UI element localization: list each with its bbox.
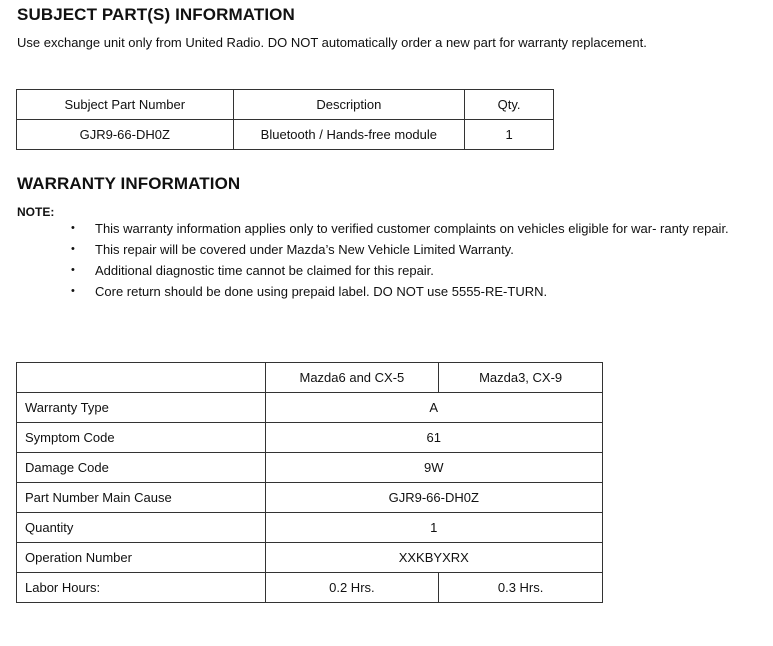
row-label: Quantity xyxy=(17,513,266,543)
row-value: XXKBYXRX xyxy=(265,543,602,573)
row-value: A xyxy=(265,393,602,423)
header-description: Description xyxy=(233,90,465,120)
labor-hours-mazda3-cx9: 0.3 Hrs. xyxy=(439,573,603,603)
qty-cell: 1 xyxy=(465,120,554,150)
header-qty: Qty. xyxy=(465,90,554,120)
labor-hours-mazda6-cx5: 0.2 Hrs. xyxy=(265,573,439,603)
header-mazda3-cx9: Mazda3, CX-9 xyxy=(439,363,603,393)
subject-parts-heading: SUBJECT PART(S) INFORMATION xyxy=(17,5,295,24)
table-row xyxy=(17,513,603,543)
table-row xyxy=(17,423,603,453)
header-subject-part-number: Subject Part Number xyxy=(17,90,234,120)
row-label: Damage Code xyxy=(17,453,266,483)
labor-hours-row xyxy=(17,573,603,603)
exchange-instruction: Use exchange unit only from United Radio. DO NOT automatically order a new part for warranty replacement. xyxy=(17,35,647,50)
row-label: Symptom Code xyxy=(17,423,266,453)
row-value: 1 xyxy=(265,513,602,543)
warranty-table-header-row xyxy=(17,363,603,393)
table-row xyxy=(17,483,603,513)
note-item: • Core return should be done using prepaid label. DO NOT use 5555-RE-TURN. xyxy=(95,283,755,300)
row-label: Warranty Type xyxy=(17,393,266,423)
note-item: • This repair will be covered under Mazda’s New Vehicle Limited Warranty. xyxy=(95,241,755,258)
description-cell: Bluetooth / Hands-free module xyxy=(233,120,465,150)
subject-table-header-row xyxy=(17,90,554,120)
table-row xyxy=(17,543,603,573)
row-label: Operation Number xyxy=(17,543,266,573)
table-row xyxy=(17,393,603,423)
row-value: 61 xyxy=(265,423,602,453)
labor-hours-label: Labor Hours: xyxy=(17,573,266,603)
row-value: 9W xyxy=(265,453,602,483)
row-label: Part Number Main Cause xyxy=(17,483,266,513)
note-label: NOTE: xyxy=(17,205,55,219)
header-mazda6-cx5: Mazda6 and CX-5 xyxy=(265,363,439,393)
table-row xyxy=(17,453,603,483)
warranty-notes-list xyxy=(95,220,755,304)
subject-table-row xyxy=(17,120,554,150)
header-blank-cell xyxy=(17,363,266,393)
note-item: • This warranty information applies only to verified customer complaints on vehicles eligible for war- ranty repair. xyxy=(95,220,755,237)
row-value: GJR9-66-DH0Z xyxy=(265,483,602,513)
part-number-cell: GJR9-66-DH0Z xyxy=(17,120,234,150)
warranty-info-heading: WARRANTY INFORMATION xyxy=(17,174,241,193)
note-item: • Additional diagnostic time cannot be claimed for this repair. xyxy=(95,262,755,279)
warranty-table xyxy=(16,362,603,603)
subject-part-table xyxy=(16,89,554,150)
